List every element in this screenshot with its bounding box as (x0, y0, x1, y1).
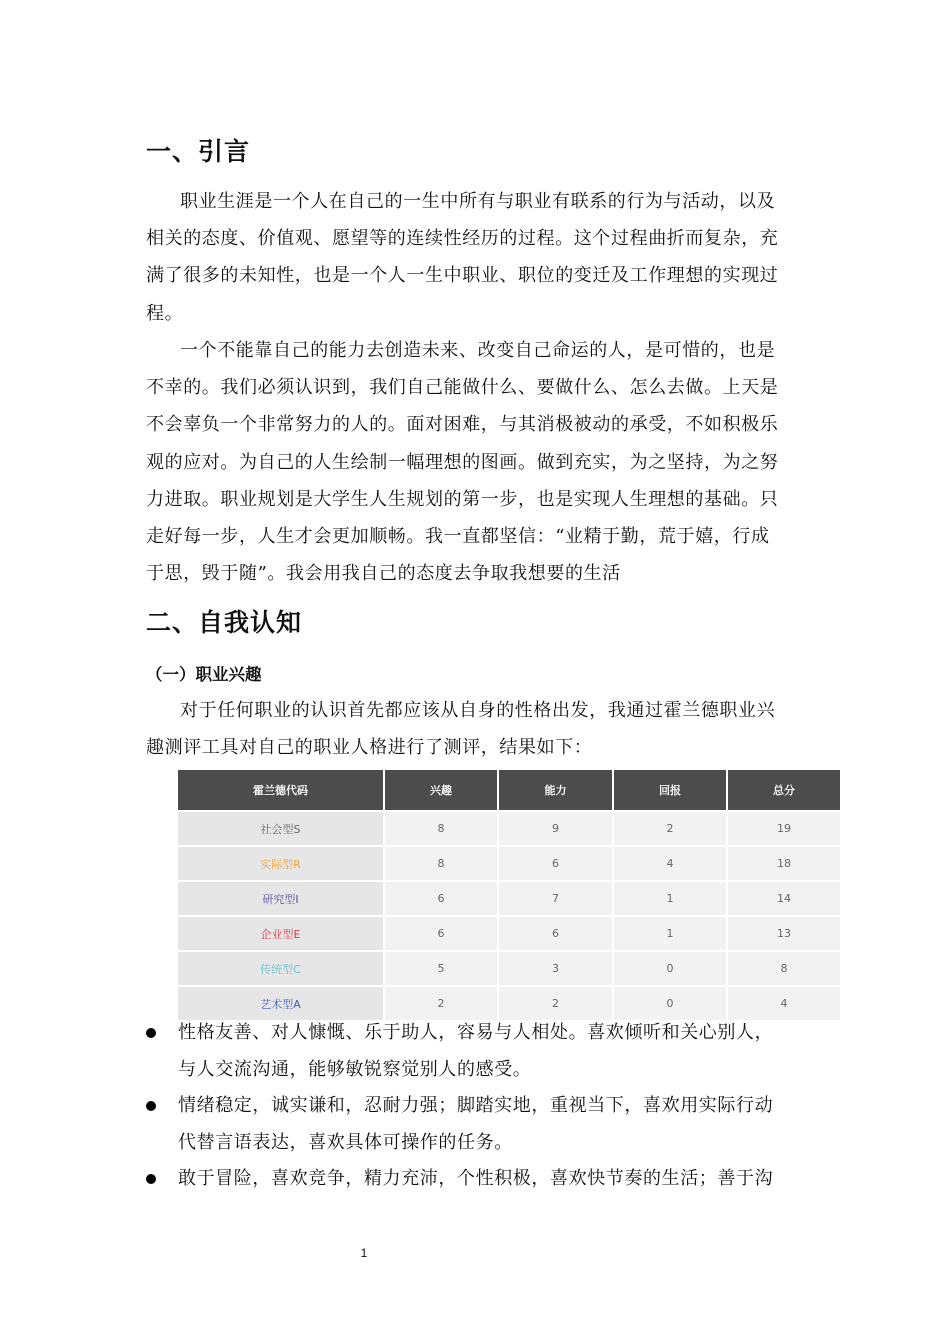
table-body (177, 811, 841, 1021)
table-cell-interest: 8 (384, 811, 498, 846)
table-cell-reward: 1 (613, 881, 727, 916)
table-cell-ability: 2 (498, 986, 613, 1021)
table-row (177, 916, 841, 951)
bullet-text (178, 1160, 810, 1197)
table-cell-ability: 3 (498, 951, 613, 986)
table-cell-reward: 2 (613, 811, 727, 846)
table-cell-total: 13 (727, 916, 841, 951)
text-line: 程。 (146, 302, 184, 324)
bullet-text (178, 1087, 810, 1161)
text-line: 性格友善、对人慷慨、乐于助人，容易与人相处。喜欢倾听和关心别人， (178, 1022, 774, 1043)
bullet-text (178, 1014, 810, 1088)
table-cell-interest: 5 (384, 951, 498, 986)
text-line: 走好每一步，人生才会更加顺畅。我一直都坚信：“业精于勤，荒于嬉，行成 (146, 525, 770, 547)
table-cell-total: 18 (727, 846, 841, 881)
table-cell-ability: 6 (498, 916, 613, 951)
text-line: 力进取。职业规划是大学生人生规划的第一步，也是实现人生理想的基础。只 (146, 488, 779, 510)
table-row (177, 881, 841, 916)
column-header-total: 总分 (727, 770, 841, 811)
table-row (177, 951, 841, 986)
text-line: 不会辜负一个非常努力的人的。面对困难，与其消极被动的承受，不如积极乐 (146, 414, 779, 436)
text-line: 趣测评工具对自己的职业人格进行了测评，结果如下： (146, 737, 593, 759)
table-header-row (177, 770, 841, 811)
bullet-dot-icon (146, 1101, 156, 1111)
text-line: 一个不能靠自己的能力去创造未来、改变自己命运的人，是可惜的，也是 (180, 340, 776, 361)
subsection-heading-career-interest: （一）职业兴趣 (146, 665, 262, 684)
table-cell-ability: 7 (498, 881, 613, 916)
intro-paragraph-2 (146, 332, 806, 592)
table-cell-ability: 6 (498, 846, 613, 881)
section-heading-self-awareness: 二、自我认知 (146, 608, 303, 637)
table-cell-total: 14 (727, 881, 841, 916)
text-line: 于思，毁于随”。我会用我自己的态度去争取我想要的生活 (146, 563, 621, 585)
column-header-holland-code: 霍兰德代码 (177, 770, 384, 811)
table-cell-type: 社会型S (177, 811, 384, 846)
text-line: 观的应对。为自己的人生绘制一幅理想的图画。做到充实，为之坚持，为之努 (146, 451, 779, 473)
career-interest-intro (146, 692, 806, 766)
table-cell-type: 艺术型A (177, 986, 384, 1021)
text-line: 与人交流沟通，能够敏锐察觉别人的感受。 (178, 1059, 532, 1081)
table-cell-reward: 4 (613, 846, 727, 881)
text-line: 相关的态度、价值观、愿望等的连续性经历的过程。这个过程曲折而复杂，充 (146, 228, 779, 250)
column-header-ability: 能力 (498, 770, 613, 811)
holland-code-table (176, 770, 842, 1022)
table-cell-interest: 2 (384, 986, 498, 1021)
column-header-interest: 兴趣 (384, 770, 498, 811)
table-cell-reward: 0 (613, 986, 727, 1021)
bullet-dot-icon (146, 1028, 156, 1038)
table-cell-reward: 0 (613, 951, 727, 986)
text-line: 对于任何职业的认识首先都应该从自身的性格出发，我通过霍兰德职业兴 (180, 700, 776, 721)
column-header-reward: 回报 (613, 770, 727, 811)
table-cell-interest: 6 (384, 916, 498, 951)
table-cell-type: 传统型C (177, 951, 384, 986)
table-cell-type: 实际型R (177, 846, 384, 881)
text-line: 职业生涯是一个人在自己的一生中所有与职业有联系的行为与活动，以及 (180, 191, 776, 212)
page-number: 1 (360, 1246, 368, 1260)
table-row (177, 811, 841, 846)
intro-paragraph-1 (146, 183, 806, 332)
text-line: 代替言语表达，喜欢具体可操作的任务。 (178, 1132, 513, 1154)
text-line: 情绪稳定，诚实谦和，忍耐力强；脚踏实地，重视当下，喜欢用实际行动 (178, 1095, 774, 1116)
table-cell-interest: 6 (384, 881, 498, 916)
table-cell-total: 4 (727, 986, 841, 1021)
text-line: 不幸的。我们必须认识到，我们自己能做什么、要做什么、怎么去做。上天是 (146, 377, 779, 399)
table-cell-reward: 1 (613, 916, 727, 951)
text-line: 满了很多的未知性，也是一个人一生中职业、职位的变迁及工作理想的实现过 (146, 265, 779, 287)
table-cell-total: 19 (727, 811, 841, 846)
table-cell-type: 研究型I (177, 881, 384, 916)
text-line: 敢于冒险，喜欢竞争，精力充沛，个性积极，喜欢快节奏的生活；善于沟 (178, 1168, 774, 1189)
table-cell-interest: 8 (384, 846, 498, 881)
table-cell-total: 8 (727, 951, 841, 986)
table-cell-ability: 9 (498, 811, 613, 846)
section-heading-introduction: 一、引言 (146, 137, 251, 166)
bullet-dot-icon (146, 1174, 156, 1184)
table-cell-type: 企业型E (177, 916, 384, 951)
table-row (177, 846, 841, 881)
